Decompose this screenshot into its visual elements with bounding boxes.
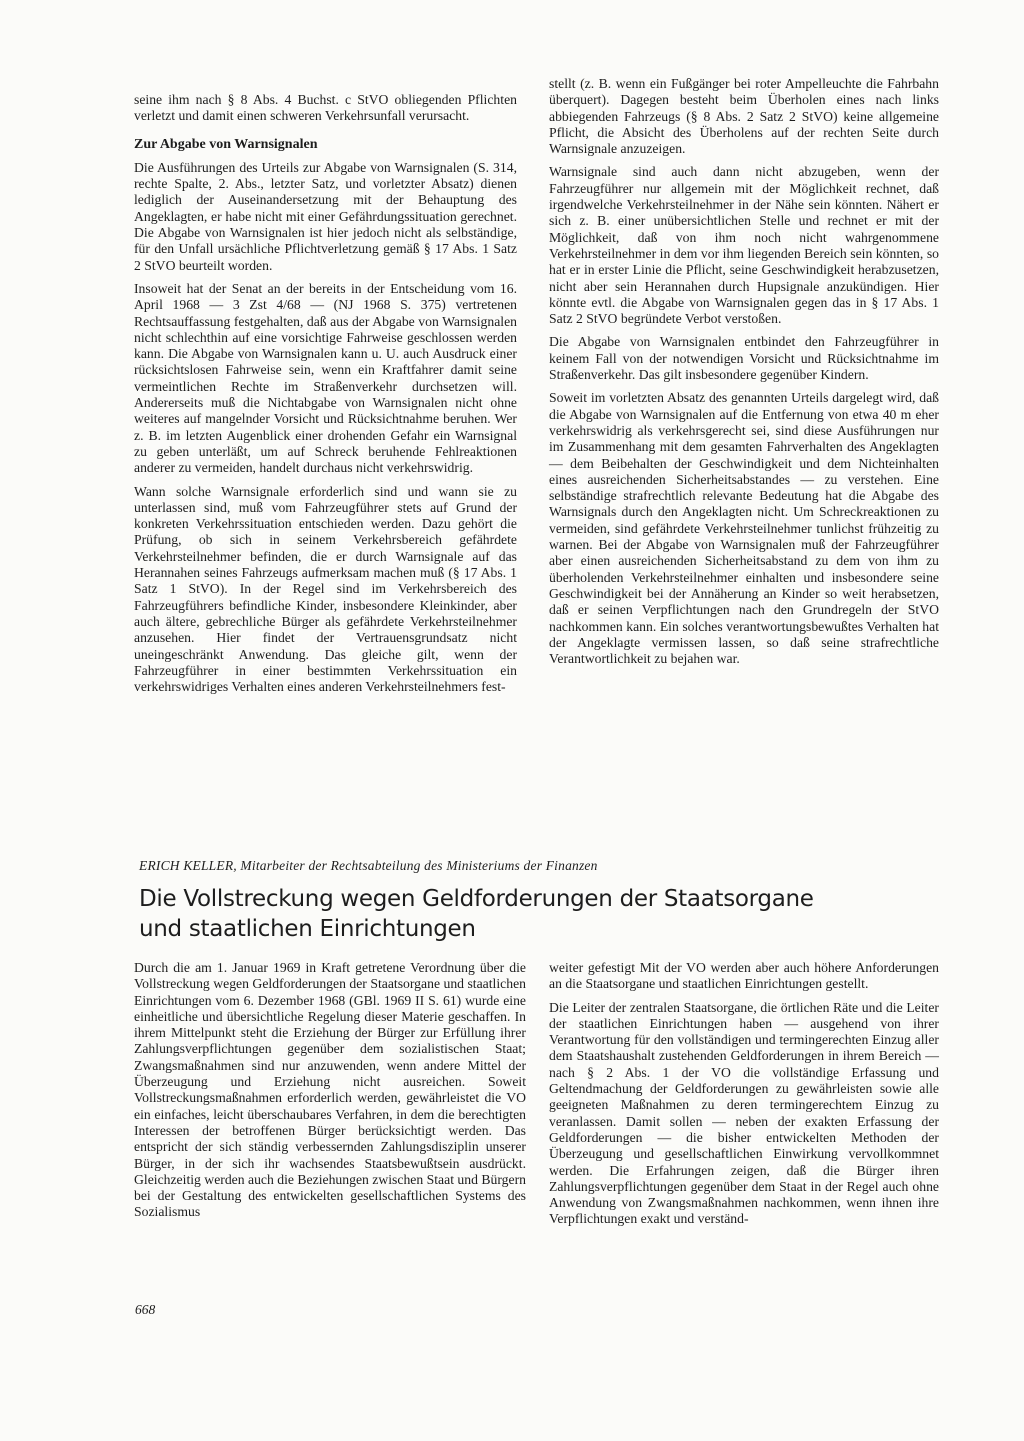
paragraph: Warnsignale sind auch dann nicht abzugeben, wenn der Fahrzeugführer nur allgemein mit der Möglichkeit rechnet, daß irgendwelche Verkehrsteilnehmer in der Nähe sein könnten. Nähert er sich z. B. einer unübersichtlichen Stelle und rechnet er mit der Möglichkeit, daß von ihm noch nicht wahrgenommene Verkehrsteilnehmer in dem vor ihm liegenden Bereich sein könnten, so hat er in erster Linie die Pflicht, seine Geschwindigkeit herabzusetzen, nicht aber sein Herannahen durch Hupsignale anzukündigen. Hier könnte evtl. die Abgabe von Warnsignalen gegen das in § 17 Abs. 1 Satz 2 StVO begründete Verbot verstoßen.	[549, 164, 939, 327]
page-number: 668	[135, 1302, 156, 1317]
paragraph: Insoweit hat der Senat an der bereits in der Entscheidung vom 16. April 1968 — 3 Zst 4/68 — (NJ 1968 S. 375) vertretenen Rechtsauffassung festgehalten, daß aus der Abgabe von Warnsignalen nicht schlechthin auf eine vorsichtige Fahrweise geschlossen werden kann. Die Abgabe von Warnsignalen kann u. U. auch Ausdruck einer rücksichtslosen Fahrweise sein, wenn ein Kraftfahrer damit seine vermeintlichen Rechte im Straßenverkehr durchsetzen will. Andererseits muß die Nichtabgabe von Warnsignalen nicht ohne weiteres auf mangelnder Vorsicht und Rücksichtnahme beruhen. Wer z. B. im letzten Augenblick einer drohenden Gefahr ein Warnsignal zu geben unterläßt, um auf Schreck beruhende Fehlreaktionen anderer zu vermeiden, handelt durchaus nicht verkehrswidrig.	[134, 280, 517, 476]
top-left-column	[134, 92, 517, 702]
top-right-column	[549, 76, 939, 674]
paragraph: Die Ausführungen des Urteils zur Abgabe von Warnsignalen (S. 314, rechte Spalte, 2. Abs., letzter Satz, und vorletzter Absatz) dienen lediglich der Auseinandersetzung mit der Behauptung des Angeklagten, er habe nicht mit einer Gefährdungssituation gerechnet. Die Abgabe von Warnsignalen ist hier jedoch nicht als selbständige, für den Unfall ursächliche Pflichtverletzung gemäß § 17 Abs. 1 Satz 2 StVO beurteilt worden.	[134, 159, 517, 273]
paragraph: Die Abgabe von Warnsignalen entbindet den Fahrzeugführer in keinem Fall von der notwendigen Vorsicht und Rücksichtnahme im Straßenverkehr. Das gilt insbesondere gegenüber Kindern.	[549, 334, 939, 383]
paragraph: Soweit im vorletzten Absatz des genannten Urteils dargelegt wird, daß die Abgabe von Warnsignalen auf die Entfernung von etwa 40 m eher verkehrswidrig als verkehrsgerecht sei, sind diese Ausführungen nur im Zusammenhang mit dem gesamten Fahrverhalten des Angeklagten — dem Beibehalten der Geschwindigkeit und dem Nichteinhalten eines ausreichenden Sicherheitsabstandes — zu verstehen. Eine selbständige strafrechtlich relevante Bedeutung hat die Abgabe des Warnsignals durch den Angeklagten nicht. Um Schreckreaktionen zu vermeiden, sind gefährdete Verkehrsteilnehmer tunlichst frühzeitig zu warnen. Bei der Abgabe von Warnsignalen muß der Fahrzeugführer aber einen ausreichenden Sicherheitsabstand zu dem von ihm zu überholenden Verkehrsteilnehmer einhalten und insbesondere seine Geschwindigkeit bei der Annäherung an Kinder so weit herabsetzen, daß er seinen Verpflichtungen nach den Grundregeln der StVO nachkommen kann. Ein solches verantwortungsbewußtes Verhalten hat der Angeklagte vermissen lassen, so daß seine strafrechtliche Verantwortlichkeit zu bejahen war.	[549, 390, 939, 667]
author-byline: ERICH KELLER, Mitarbeiter der Rechtsabteilung des Ministeriums der Finanzen	[139, 858, 598, 873]
article-title-line-2: und staatlichen Einrichtungen	[139, 916, 476, 942]
bottom-left-column	[134, 960, 526, 1228]
paragraph: seine ihm nach § 8 Abs. 4 Buchst. c StVO obliegenden Pflichten verletzt und damit einen schweren Verkehrsunfall verursacht.	[134, 92, 517, 124]
paragraph: weiter gefestigt Mit der VO werden aber auch höhere Anforderungen an die Staatsorgane und staatlichen Einrichtungen gestellt.	[549, 960, 939, 992]
bottom-right-column	[549, 960, 939, 1235]
paragraph: stellt (z. B. wenn ein Fußgänger bei roter Ampelleuchte die Fahrbahn überquert). Dagegen besteht beim Überholen eines nach links abbiegenden Fahrzeugs (§ 8 Abs. 2 Satz 2 StVO) keine allgemeine Pflicht, die Absicht des Überholens auf der rechten Seite durch Warnsignale anzuzeigen.	[549, 76, 939, 157]
article-title-line-1: Die Vollstreckung wegen Geldforderungen der Staatsorgane	[139, 886, 814, 912]
paragraph: Die Leiter der zentralen Staatsorgane, die örtlichen Räte und die Leiter der staatlichen Einrichtungen haben — ausgehend von ihrer Verantwortung für den vollständigen und termingerechten Einzug aller dem Staatshaushalt zustehenden Geldforderungen in ihrem Bereich — nach § 2 Abs. 1 der VO die vollständige Erfassung und Geltendmachung der Geldforderungen zu gewährleisten sowie alle geeigneten Maßnahmen zu deren termingerechtem Einzug zu veranlassen. Damit sollen — neben der exakten Erfassung der Geldforderungen — die bisher entwickelten Methoden der Überzeugung und gesellschaftlichen Einwirkung vervollkommnet werden. Die Erfahrungen zeigen, daß die Bürger ihren Zahlungsverpflichtungen gegenüber dem Staat in der Regel auch ohne Anwendung von Zwangsmaßnahmen nachkommen, wenn ihnen ihre Verpflichtungen exakt und verständ-	[549, 999, 939, 1227]
paragraph: Wann solche Warnsignale erforderlich sind und wann sie zu unterlassen sind, muß vom Fahrzeugführer stets auf Grund der konkreten Verkehrssituation entschieden werden. Dazu gehört die Prüfung, ob sich in seinem Verkehrsbereich gefährdete Verkehrsteilnehmer befinden, die er durch Warnsignale auf das Herannahen seines Fahrzeugs aufmerksam machen muß (§ 17 Abs. 1 Satz 1 StVO). In der Regel sind im Verkehrsbereich des Fahrzeugführers befindliche Kinder, insbesondere Kleinkinder, aber auch ältere, gebrechliche Bürger als gefährdete Verkehrsteilnehmer anzusehen. Hier findet der Vertrauensgrundsatz nicht uneingeschränkt Anwendung. Das gleiche gilt, wenn der Fahrzeugführer in einer bestimmten Verkehrssituation ein verkehrswidriges Verhalten eines anderen Verkehrsteilnehmers fest-	[134, 483, 517, 695]
paragraph: Durch die am 1. Januar 1969 in Kraft getretene Verordnung über die Vollstreckung wegen Geldforderungen der Staatsorgane und staatlichen Einrichtungen vom 6. Dezember 1968 (GBl. 1969 II S. 61) wurde eine einheitliche und übersichtliche Regelung dieser Materie geschaffen. In ihrem Mittelpunkt steht die Erziehung der Bürger zur Erfüllung ihrer Zahlungsverpflichtungen gegenüber dem sozialistischen Staat; Zwangsmaßnahmen sind nur anzuwenden, wenn andere Mittel der Überzeugung und Erziehung nicht ausreichen. Soweit Vollstreckungsmaßnahmen erforderlich werden, gewährleistet die VO ein einfaches, leicht überschaubares Verfahren, in dem die berechtigten Interessen der betroffenen Bürger berücksichtigt werden. Das entspricht der sich ständig verbessernden Zahlungsdisziplin unserer Bürger, in der sich ihr wachsendes Staatsbewußtsein ausdrückt. Gleichzeitig werden auch die Beziehungen zwischen Staat und Bürgern bei der Gestaltung des entwickelten gesellschaftlichen Systems des Sozialismus	[134, 960, 526, 1220]
article-title	[139, 884, 939, 944]
section-subheading: Zur Abgabe von Warnsignalen	[134, 136, 318, 152]
